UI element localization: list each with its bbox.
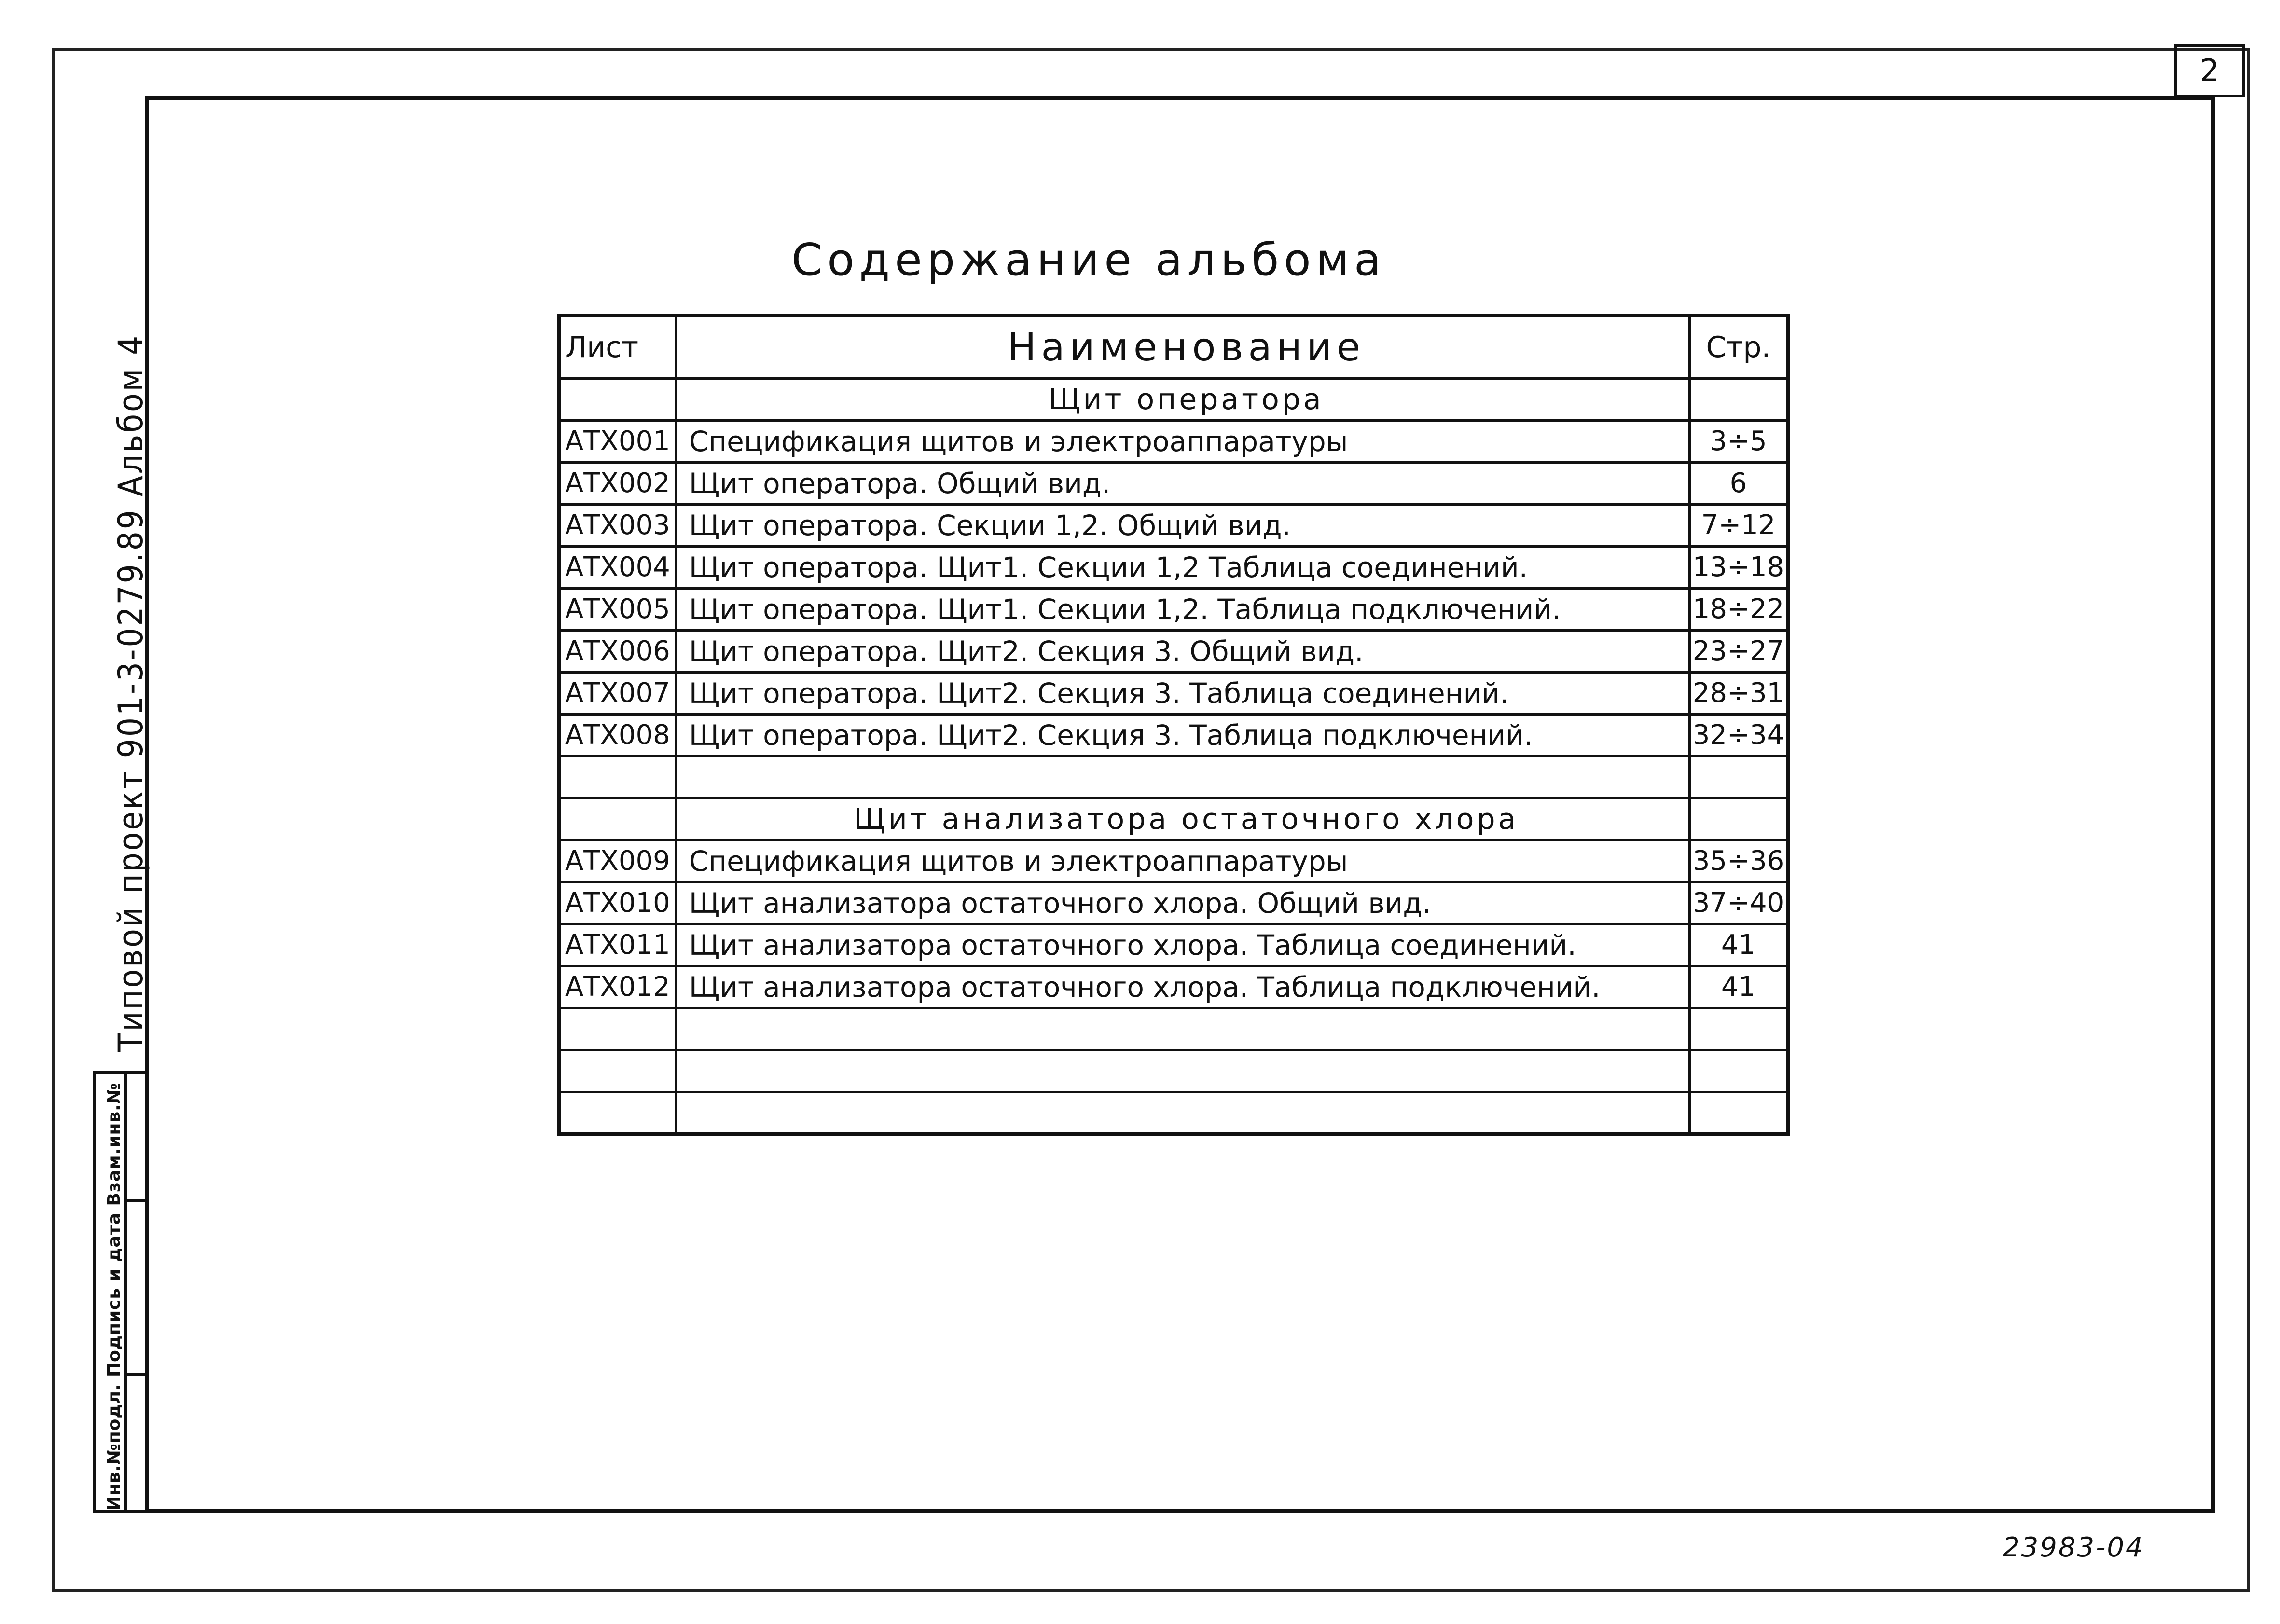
table-row [559, 840, 1788, 882]
cell-page: 41 [1689, 924, 1788, 966]
side-title: Типовой проект 901-3-0279.89 Альбом 4 [111, 333, 151, 1052]
cell-name [676, 1008, 1689, 1050]
cell-sheet: АТХ011 [559, 924, 676, 966]
cell-page: 18÷22 [1689, 588, 1788, 630]
cell-sheet: АТХ012 [559, 966, 676, 1008]
stamp-divider [124, 1199, 146, 1202]
cell-sheet: АТХ002 [559, 462, 676, 504]
table-row [559, 462, 1788, 504]
cell-page: 28÷31 [1689, 672, 1788, 714]
cell-name: Щит оператора. Секции 1,2. Общий вид. [676, 504, 1689, 546]
table-header-row [559, 316, 1788, 378]
cell-page [1689, 378, 1788, 420]
document-title: Содержание альбома [791, 234, 1386, 286]
sheet-number: 2 [2174, 44, 2245, 97]
table-row [559, 756, 1788, 798]
cell-name: Спецификация щитов и электроаппаратуры [676, 420, 1689, 462]
cell-page: 3÷5 [1689, 420, 1788, 462]
cell-sheet [559, 1050, 676, 1092]
cell-sheet [559, 378, 676, 420]
cell-name: Щит оператора. Щит2. Секция 3. Таблица подключений. [676, 714, 1689, 756]
table-row [559, 588, 1788, 630]
cell-page [1689, 798, 1788, 840]
table-row [559, 798, 1788, 840]
table-row [559, 1008, 1788, 1050]
table-row [559, 504, 1788, 546]
cell-name: Щит анализатора остаточного хлора. Таблица подключений. [676, 966, 1689, 1008]
cell-name: Щит оператора. Щит2. Секция 3. Общий вид. [676, 630, 1689, 672]
cell-page: 6 [1689, 462, 1788, 504]
cell-page [1689, 1092, 1788, 1134]
stamp-divider [124, 1373, 146, 1376]
cell-sheet: АТХ006 [559, 630, 676, 672]
table-row [559, 714, 1788, 756]
header-name: Наименование [676, 316, 1689, 378]
cell-sheet [559, 1092, 676, 1134]
cell-sheet: АТХ007 [559, 672, 676, 714]
cell-sheet: АТХ004 [559, 546, 676, 588]
cell-name: Щит анализатора остаточного хлора. Таблица соединений. [676, 924, 1689, 966]
cell-sheet: АТХ001 [559, 420, 676, 462]
cell-name: Щит оператора. Щит1. Секции 1,2. Таблица подключений. [676, 588, 1689, 630]
cell-sheet: АТХ010 [559, 882, 676, 924]
cell-name: Щит анализатора остаточного хлора. Общий вид. [676, 882, 1689, 924]
cell-sheet: АТХ009 [559, 840, 676, 882]
cell-sheet [559, 798, 676, 840]
approval-stamp-strip [93, 1071, 149, 1513]
cell-sheet: АТХ008 [559, 714, 676, 756]
cell-page [1689, 1008, 1788, 1050]
header-page: Стр. [1689, 316, 1788, 378]
contents-table [557, 314, 1790, 1136]
cell-name: Щит оператора. Щит2. Секция 3. Таблица соединений. [676, 672, 1689, 714]
cell-name: Щит оператора. Щит1. Секции 1,2 Таблица соединений. [676, 546, 1689, 588]
cell-page: 13÷18 [1689, 546, 1788, 588]
table-row [559, 378, 1788, 420]
cell-name [676, 1050, 1689, 1092]
table-row [559, 1050, 1788, 1092]
stamp-label: Инв.№подл. Подпись и дата Взам.инв.№ [104, 1082, 124, 1511]
cell-page: 41 [1689, 966, 1788, 1008]
cell-page [1689, 1050, 1788, 1092]
table-row [559, 924, 1788, 966]
table-row [559, 546, 1788, 588]
cell-name: Щит оператора [676, 378, 1689, 420]
cell-page: 23÷27 [1689, 630, 1788, 672]
table-row [559, 1092, 1788, 1134]
cell-page: 35÷36 [1689, 840, 1788, 882]
table-row [559, 882, 1788, 924]
archive-number: 23983-04 [2003, 1532, 2144, 1563]
table-row [559, 420, 1788, 462]
cell-name: Щит оператора. Общий вид. [676, 462, 1689, 504]
cell-name: Спецификация щитов и электроаппаратуры [676, 840, 1689, 882]
cell-sheet: АТХ005 [559, 588, 676, 630]
cell-name: Щит анализатора остаточного хлора [676, 798, 1689, 840]
cell-page: 37÷40 [1689, 882, 1788, 924]
cell-page [1689, 756, 1788, 798]
cell-page: 7÷12 [1689, 504, 1788, 546]
table-row [559, 630, 1788, 672]
cell-name [676, 756, 1689, 798]
cell-page: 32÷34 [1689, 714, 1788, 756]
table-row [559, 672, 1788, 714]
header-sheet: Лист [559, 316, 676, 378]
cell-sheet [559, 756, 676, 798]
cell-sheet [559, 1008, 676, 1050]
cell-sheet: АТХ003 [559, 504, 676, 546]
cell-name [676, 1092, 1689, 1134]
table-row [559, 966, 1788, 1008]
stamp-divider [124, 1074, 127, 1510]
